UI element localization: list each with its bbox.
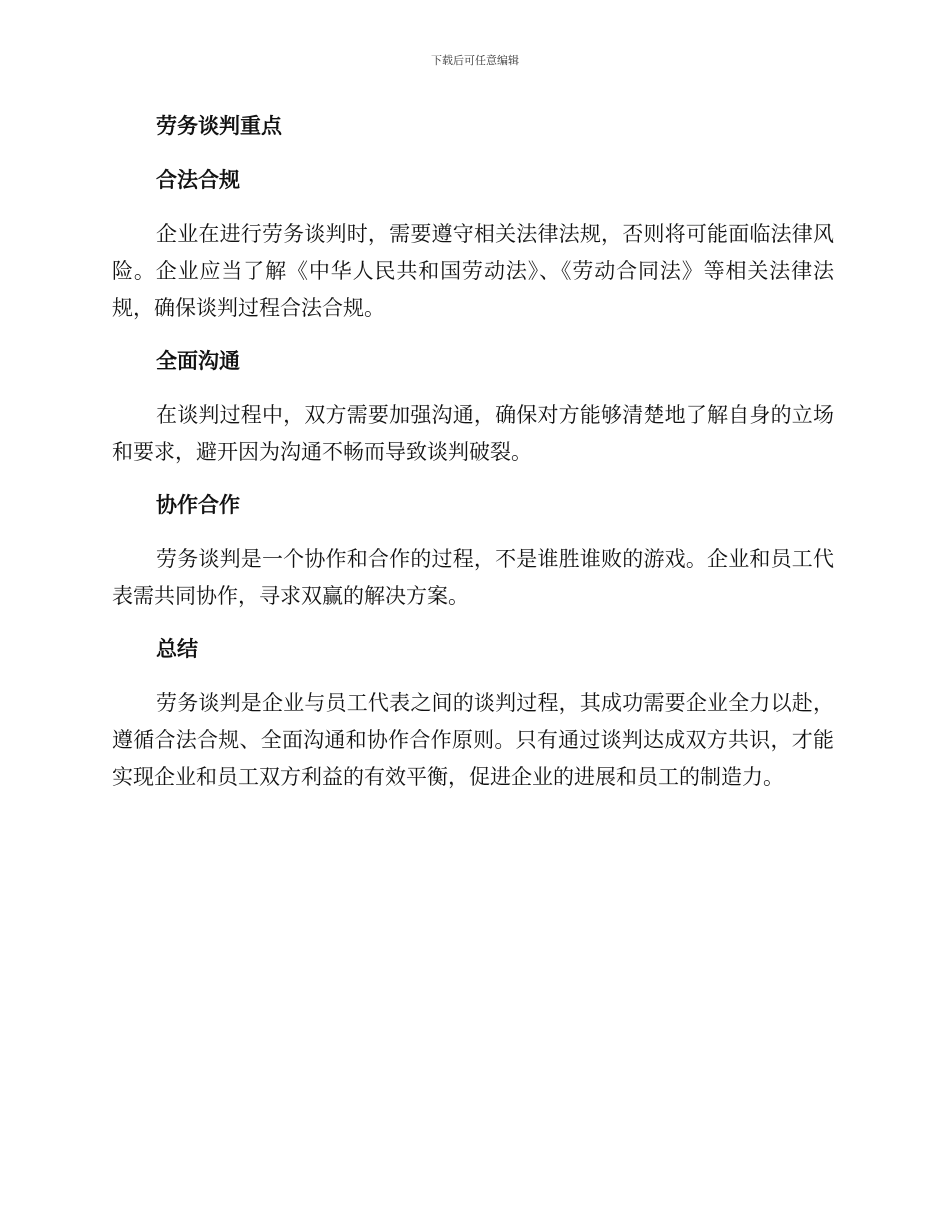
spacer xyxy=(112,471,834,487)
section-heading: 总结 xyxy=(156,637,198,661)
section-heading: 合法合规 xyxy=(156,168,240,192)
document-title: 劳务谈判重点 xyxy=(156,114,282,138)
section-paragraph: 劳务谈判是一个协作和合作的过程，不是谁胜谁败的游戏。企业和员工代表需共同协作，寻求双赢的解决方案。 xyxy=(112,547,834,608)
spacer xyxy=(112,379,834,397)
document-body xyxy=(112,108,834,796)
spacer xyxy=(112,523,834,541)
section-heading: 协作合作 xyxy=(156,493,240,517)
spacer xyxy=(112,327,834,343)
page-header: 下载后可任意编辑 xyxy=(431,54,519,67)
spacer xyxy=(112,667,834,685)
section-paragraph: 在谈判过程中，双方需要加强沟通，确保对方能够清楚地了解自身的立场和要求，避开因为沟通不畅而导致谈判破裂。 xyxy=(112,403,834,464)
section-heading: 全面沟通 xyxy=(156,349,240,373)
section-paragraph: 企业在进行劳务谈判时，需要遵守相关法律法规，否则将可能面临法律风险。企业应当了解《中华人民共和国劳动法》、《劳动合同法》等相关法律法规，确保谈判过程合法合规。 xyxy=(112,222,834,320)
section-paragraph: 劳务谈判是企业与员工代表之间的谈判过程，其成功需要企业全力以赴，遵循合法合规、全面沟通和协作合作原则。只有通过谈判达成双方共识，才能实现企业和员工双方利益的有效平衡，促进企业的进展和员工的制造力。 xyxy=(112,691,834,789)
spacer xyxy=(112,198,834,216)
spacer xyxy=(112,615,834,631)
spacer xyxy=(112,144,834,162)
